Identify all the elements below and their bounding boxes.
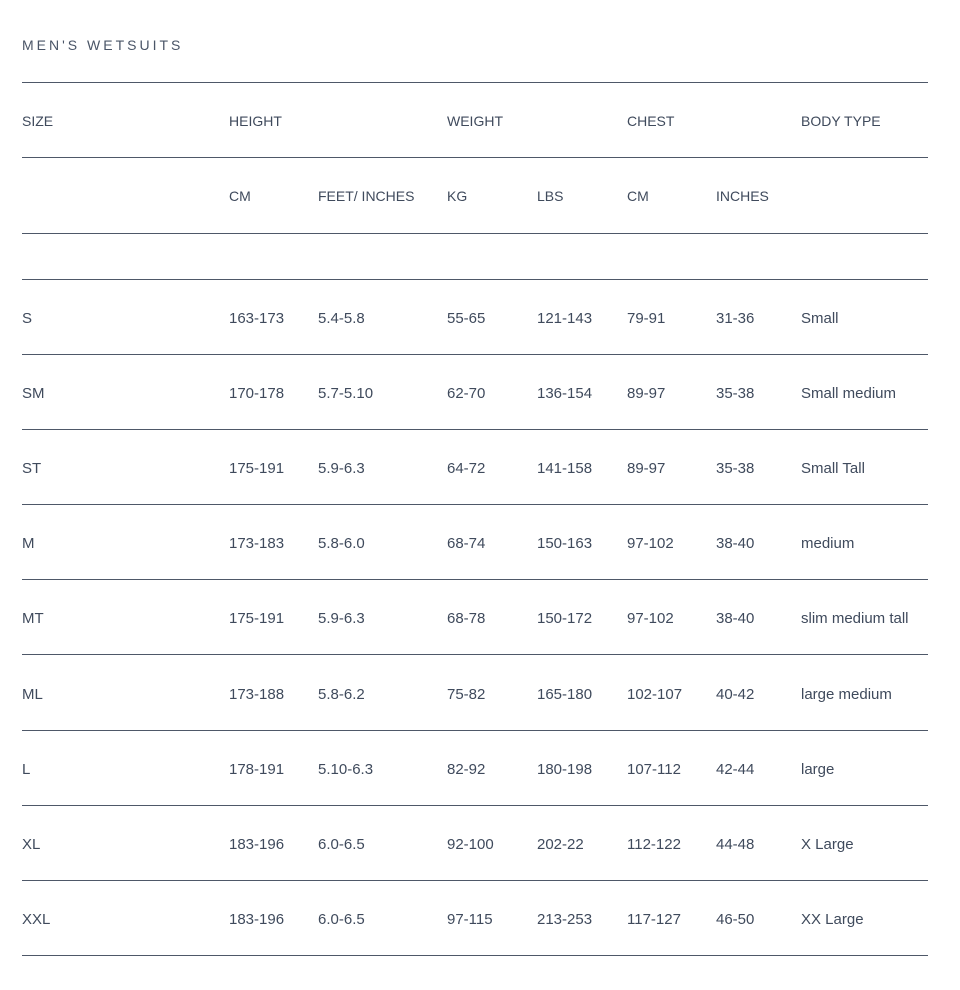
header-chest: CHEST xyxy=(627,113,675,129)
cell-size: SM xyxy=(22,385,45,402)
table-divider xyxy=(22,504,928,505)
cell-weight-lbs: 213-253 xyxy=(537,911,593,928)
cell-height-cm: 163-173 xyxy=(229,310,285,327)
cell-height-feet-inches: 5.9-6.3 xyxy=(318,610,365,627)
table-divider xyxy=(22,880,928,881)
cell-height-feet-inches: 5.8-6.2 xyxy=(318,686,365,703)
cell-height-feet-inches: 5.8-6.0 xyxy=(318,535,365,552)
cell-height-cm: 178-191 xyxy=(229,761,285,778)
subheader-chest-inches: INCHES xyxy=(716,188,769,204)
cell-weight-kg: 62-70 xyxy=(447,385,486,402)
cell-chest-cm: 117-127 xyxy=(627,911,681,928)
cell-weight-lbs: 150-163 xyxy=(537,535,593,552)
cell-size: M xyxy=(22,535,35,552)
table-row xyxy=(0,910,960,930)
table-divider xyxy=(22,233,928,234)
cell-body-type: medium xyxy=(801,535,855,552)
cell-chest-cm: 89-97 xyxy=(627,460,666,477)
cell-weight-kg: 55-65 xyxy=(447,310,486,327)
table-divider xyxy=(22,279,928,280)
subheader-height-cm: CM xyxy=(229,188,251,204)
header-height: HEIGHT xyxy=(229,113,282,129)
cell-weight-kg: 97-115 xyxy=(447,911,493,928)
subheader-row xyxy=(0,186,960,206)
cell-body-type: Small xyxy=(801,310,839,327)
cell-weight-kg: 75-82 xyxy=(447,686,486,703)
cell-height-cm: 173-188 xyxy=(229,686,285,703)
cell-height-feet-inches: 5.10-6.3 xyxy=(318,761,374,778)
cell-height-cm: 183-196 xyxy=(229,911,285,928)
cell-height-cm: 175-191 xyxy=(229,610,285,627)
cell-body-type: slim medium tall xyxy=(801,610,909,627)
cell-chest-cm: 97-102 xyxy=(627,610,674,627)
cell-chest-inches: 35-38 xyxy=(716,460,755,477)
cell-chest-inches: 31-36 xyxy=(716,310,755,327)
table-row xyxy=(0,609,960,629)
cell-size: XL xyxy=(22,836,41,853)
cell-chest-inches: 35-38 xyxy=(716,385,755,402)
table-divider xyxy=(22,654,928,655)
cell-weight-lbs: 150-172 xyxy=(537,610,593,627)
header-weight: WEIGHT xyxy=(447,113,503,129)
cell-chest-inches: 38-40 xyxy=(716,535,755,552)
cell-weight-kg: 92-100 xyxy=(447,836,494,853)
cell-body-type: XX Large xyxy=(801,911,864,928)
cell-chest-inches: 46-50 xyxy=(716,911,755,928)
cell-body-type: large medium xyxy=(801,686,892,703)
table-row xyxy=(0,309,960,329)
table-row xyxy=(0,835,960,855)
cell-chest-inches: 40-42 xyxy=(716,686,755,703)
subheader-weight-kg: KG xyxy=(447,188,468,204)
cell-weight-lbs: 136-154 xyxy=(537,385,593,402)
cell-body-type: large xyxy=(801,761,835,778)
cell-chest-inches: 44-48 xyxy=(716,836,755,853)
cell-height-cm: 175-191 xyxy=(229,460,285,477)
header-body-type: BODY TYPE xyxy=(801,113,881,129)
table-divider xyxy=(22,579,928,580)
cell-height-cm: 183-196 xyxy=(229,836,285,853)
cell-weight-lbs: 180-198 xyxy=(537,761,593,778)
table-divider xyxy=(22,429,928,430)
cell-weight-lbs: 202-22 xyxy=(537,836,584,853)
table-row xyxy=(0,459,960,479)
cell-weight-kg: 68-74 xyxy=(447,535,486,552)
cell-size: L xyxy=(22,761,31,778)
cell-size: ST xyxy=(22,460,42,477)
cell-chest-cm: 102-107 xyxy=(627,686,683,703)
cell-height-cm: 173-183 xyxy=(229,535,285,552)
cell-weight-lbs: 141-158 xyxy=(537,460,593,477)
table-row xyxy=(0,384,960,404)
cell-size: MT xyxy=(22,610,44,627)
cell-chest-cm: 107-112 xyxy=(627,761,681,778)
table-divider xyxy=(22,157,928,158)
table-row xyxy=(0,760,960,780)
table-divider xyxy=(22,955,928,956)
cell-chest-cm: 112-122 xyxy=(627,836,681,853)
cell-weight-lbs: 121-143 xyxy=(537,310,593,327)
table-row xyxy=(0,534,960,554)
table-row xyxy=(0,685,960,705)
header-row xyxy=(0,111,960,131)
cell-body-type: Small medium xyxy=(801,385,897,402)
cell-weight-kg: 82-92 xyxy=(447,761,486,778)
cell-weight-kg: 64-72 xyxy=(447,460,486,477)
header-size: SIZE xyxy=(22,113,54,129)
page-title: MEN'S WETSUITS xyxy=(22,37,184,53)
cell-height-feet-inches: 5.4-5.8 xyxy=(318,310,365,327)
cell-height-feet-inches: 6.0-6.5 xyxy=(318,911,365,928)
cell-body-type: Small Tall xyxy=(801,460,865,477)
subheader-height-feet-inches: FEET/ INCHES xyxy=(318,188,415,204)
cell-chest-cm: 79-91 xyxy=(627,310,666,327)
cell-height-feet-inches: 5.7-5.10 xyxy=(318,385,374,402)
cell-height-feet-inches: 5.9-6.3 xyxy=(318,460,365,477)
cell-body-type: X Large xyxy=(801,836,854,853)
table-divider xyxy=(22,805,928,806)
cell-size: S xyxy=(22,310,33,327)
cell-chest-inches: 38-40 xyxy=(716,610,755,627)
cell-size: ML xyxy=(22,686,43,703)
cell-chest-cm: 97-102 xyxy=(627,535,674,552)
cell-weight-kg: 68-78 xyxy=(447,610,486,627)
cell-height-cm: 170-178 xyxy=(229,385,285,402)
cell-chest-inches: 42-44 xyxy=(716,761,755,778)
table-divider xyxy=(22,354,928,355)
cell-size: XXL xyxy=(22,911,51,928)
cell-weight-lbs: 165-180 xyxy=(537,686,593,703)
table-divider xyxy=(22,730,928,731)
subheader-chest-cm: CM xyxy=(627,188,649,204)
table-divider xyxy=(22,82,928,83)
subheader-weight-lbs: LBS xyxy=(537,188,564,204)
cell-chest-cm: 89-97 xyxy=(627,385,666,402)
cell-height-feet-inches: 6.0-6.5 xyxy=(318,836,365,853)
